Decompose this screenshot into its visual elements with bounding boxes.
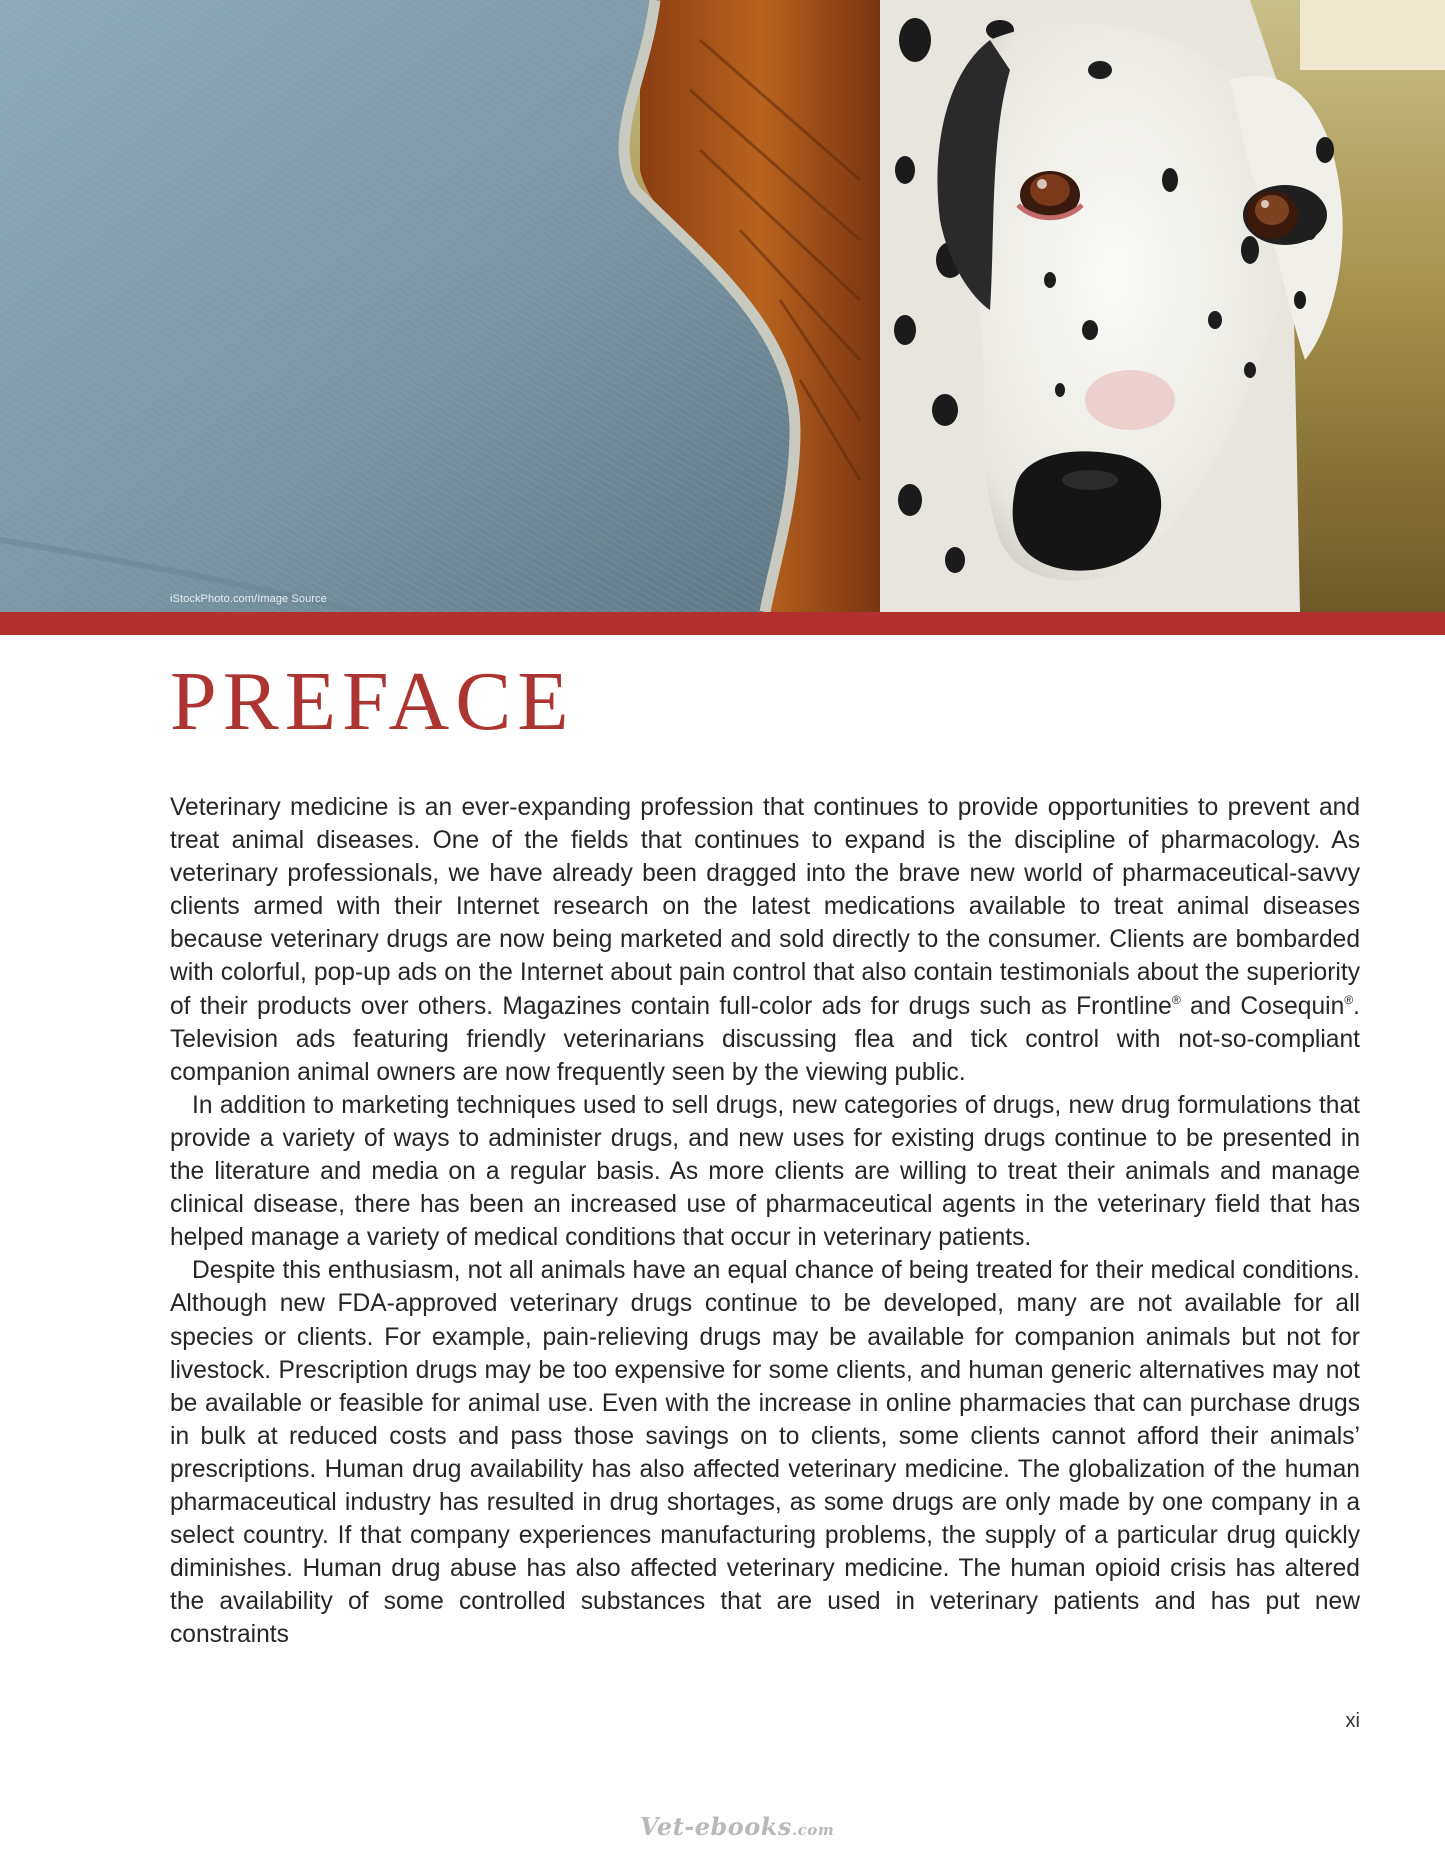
photo-credit: iStockPhoto.com/Image Source [170, 593, 327, 605]
watermark-logo: Vet-ebooks.com [640, 1812, 835, 1841]
registered-mark: ® [1171, 992, 1181, 1007]
paragraph-1: Veterinary medicine is an ever-expanding profession that continues to provide opportunities to prevent and treat animal diseases. One of the fields that continues to expand is the discipline of pharmacology. As veterinary professionals, we have already been dragged into the brave new world of pharmaceutical-savvy clients armed with their Internet research on the latest medications available to treat animal diseases because veterinary drugs are now being marketed and sold directly to the consumer. Clients are bombarded with colorful, pop-up ads on the Internet about pain control that also contain testimonials about the superiority of their products over others. Magazines contain full-color ads for drugs such as Frontline® and Cosequin®. Television ads featuring friendly veterinarians discussing flea and tick control with not-so-compliant companion animal owners are now frequently seen by the viewing public. [170, 794, 1360, 1086]
registered-mark: ® [1344, 992, 1354, 1007]
paragraph-3: Despite this enthusiasm, not all animals have an equal chance of being treated for their medical conditions. Although new FDA-approved veterinary drugs continue to be developed, many are not available for all species or clients. For example, pain-relieving drugs may be available for companion animals but not for livestock. Prescription drugs may be too expensive for some clients, and human generic alternatives may not be available or feasible for animal use. Even with the increase in online pharmacies that can purchase drugs in bulk at reduced costs and pass those savings on to clients, some clients cannot afford their animals’ prescriptions. Human drug availability has also affected veterinary medicine. The globalization of the human pharmaceutical industry has resulted in drug shortages, as some drugs are only made by one company in a select country. If that company experiences manufacturing problems, the supply of a particular drug quickly diminishes. Human drug abuse has also affected veterinary medicine. The human opioid crisis has altered the availability of some controlled substances that are used in veterinary patients and has put new constraints [170, 1257, 1360, 1649]
preface-body [170, 791, 1360, 1651]
hero-photo [0, 0, 1445, 612]
page-title: PREFACE [170, 655, 575, 748]
page-number: xi [1345, 1710, 1360, 1732]
accent-band [0, 612, 1445, 635]
paragraph-2: In addition to marketing techniques used to sell drugs, new categories of drugs, new drug formulations that provide a variety of ways to administer drugs, and new uses for existing drugs continue to be presented in the literature and media on a regular basis. As more clients are willing to treat their animals and manage clinical disease, there has been an increased use of pharmaceutical agents in the veterinary field that has helped manage a variety of medical conditions that occur in veterinary patients. [170, 1091, 1360, 1252]
